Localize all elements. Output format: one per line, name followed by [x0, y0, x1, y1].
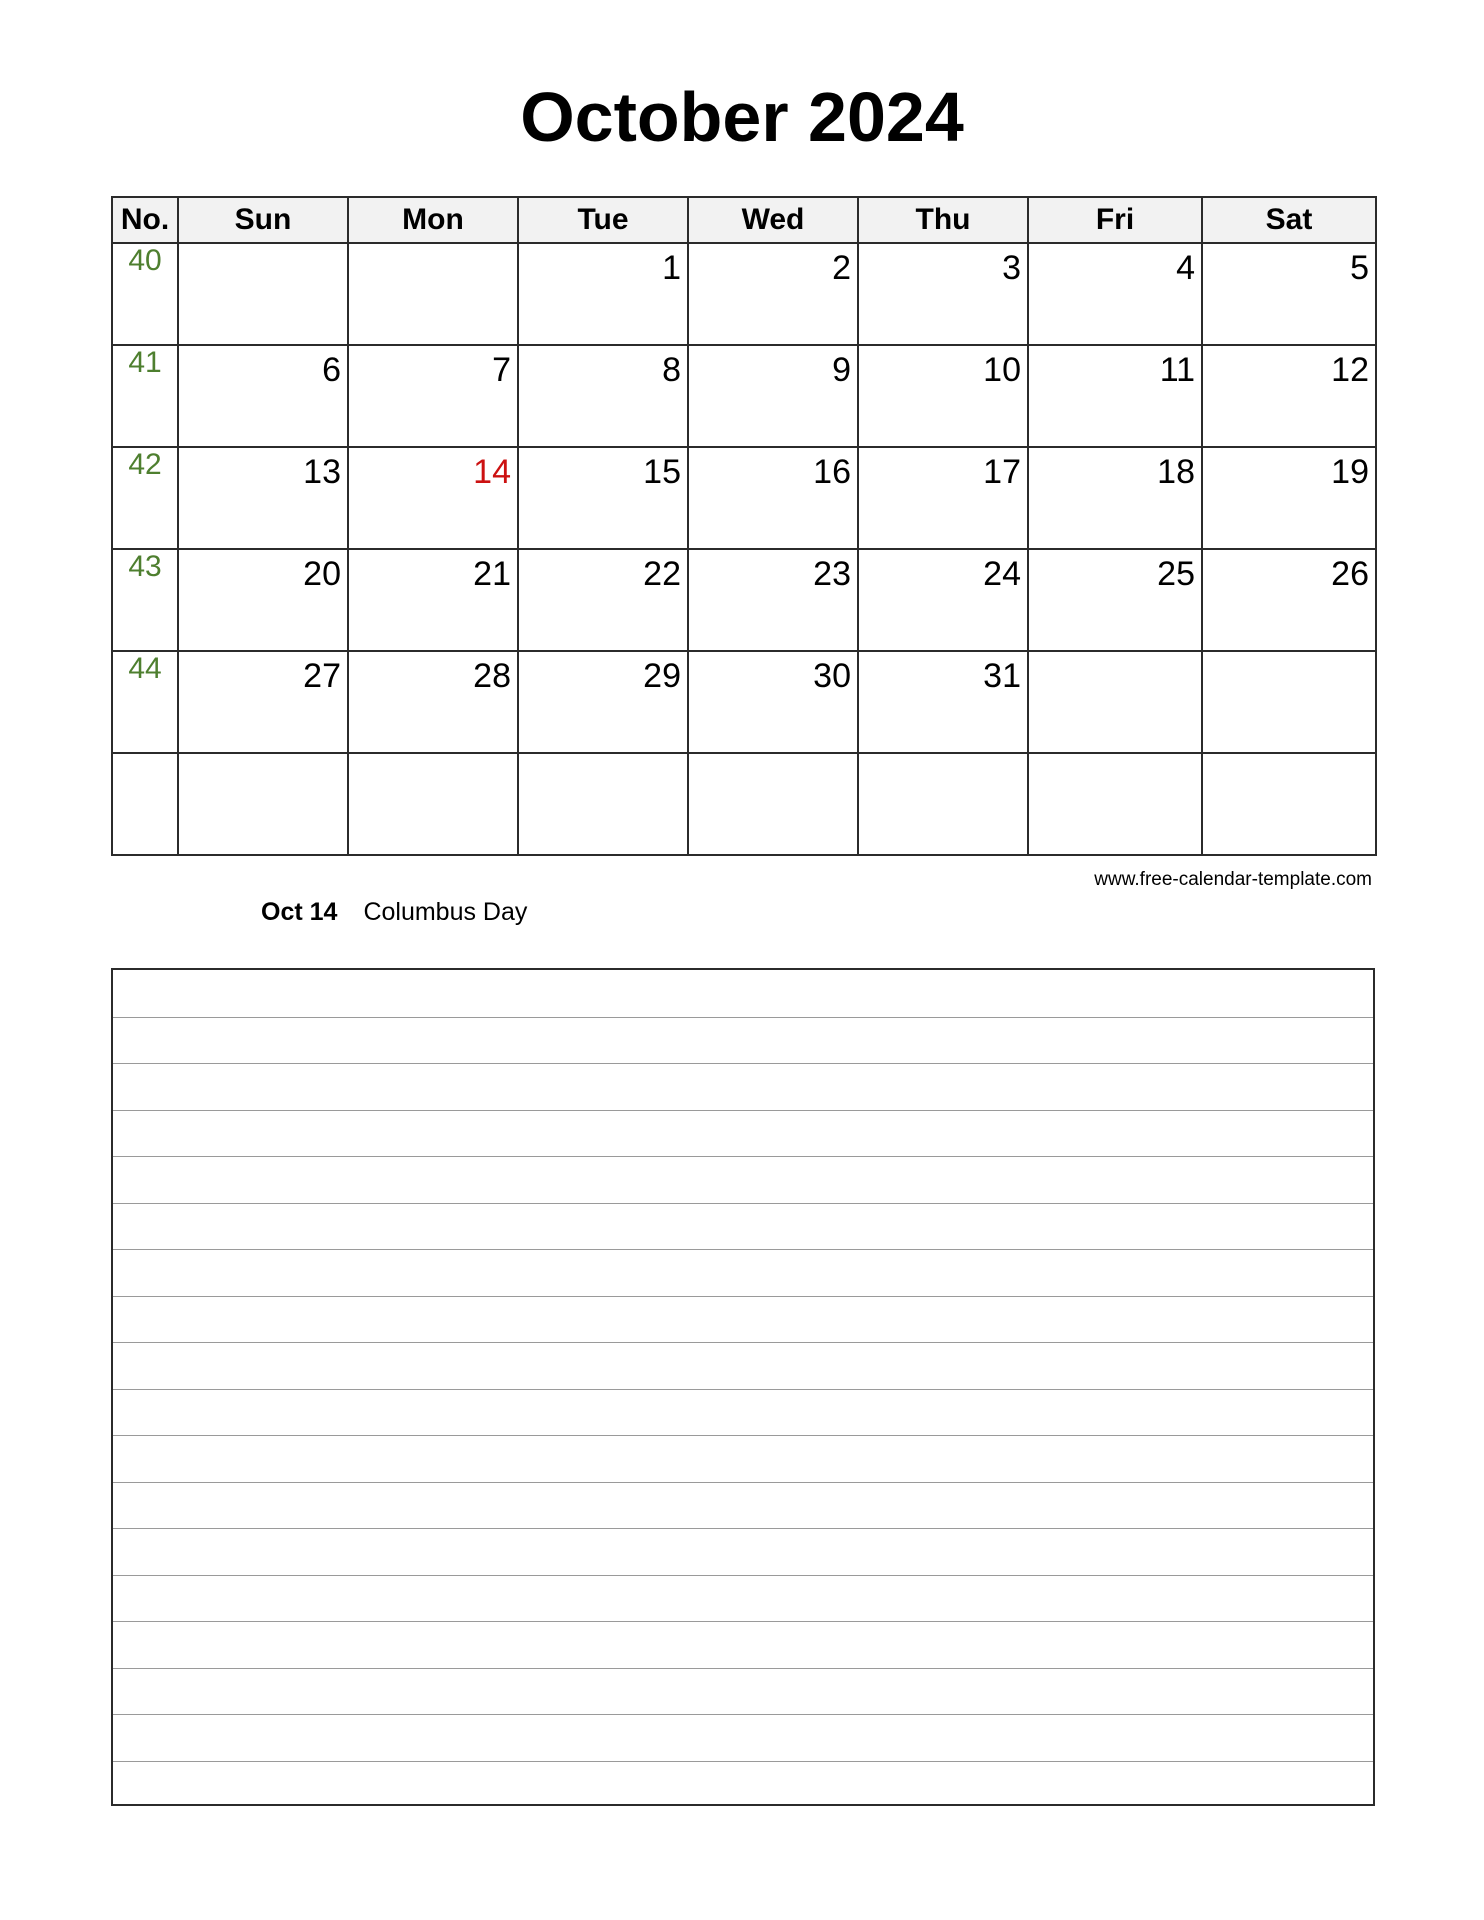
day-cell-wed[interactable] — [688, 345, 858, 447]
day-cell-sat[interactable] — [1202, 243, 1376, 345]
day-number — [519, 754, 687, 758]
day-number: 3 — [1002, 249, 1021, 287]
day-number: 17 — [983, 453, 1021, 491]
note-line — [113, 1110, 1373, 1111]
day-cell-thu[interactable] — [858, 345, 1028, 447]
note-line — [113, 1203, 1373, 1204]
day-number — [1203, 652, 1375, 656]
day-cell-thu[interactable] — [858, 549, 1028, 651]
day-number: 21 — [473, 555, 511, 593]
day-number: 4 — [1176, 249, 1195, 287]
header-wed: Wed — [688, 197, 858, 243]
day-cell-mon[interactable] — [348, 345, 518, 447]
day-cell-wed[interactable] — [688, 549, 858, 651]
day-cell-tue[interactable] — [518, 651, 688, 753]
day-number — [179, 754, 347, 758]
note-line — [113, 1435, 1373, 1436]
note-line — [113, 1761, 1373, 1762]
day-number: 7 — [492, 351, 511, 389]
header-fri: Fri — [1028, 197, 1202, 243]
day-number: 22 — [643, 555, 681, 593]
day-number: 1 — [662, 249, 681, 287]
source-url: www.free-calendar-template.com — [1094, 869, 1372, 890]
note-line — [113, 1296, 1373, 1297]
day-number: 20 — [303, 555, 341, 593]
day-number — [1029, 754, 1201, 758]
day-cell-mon[interactable] — [348, 243, 518, 345]
header-sat: Sat — [1202, 197, 1376, 243]
day-number: 27 — [303, 657, 341, 695]
day-number — [1203, 754, 1375, 758]
day-number: 23 — [813, 555, 851, 593]
day-cell-mon[interactable] — [348, 447, 518, 549]
day-cell-sat[interactable] — [1202, 753, 1376, 855]
day-number: 9 — [832, 351, 851, 389]
day-cell-sat[interactable] — [1202, 447, 1376, 549]
calendar-week-row — [112, 243, 1376, 345]
day-cell-tue[interactable] — [518, 753, 688, 855]
calendar-grid — [111, 196, 1377, 856]
week-number: 44 — [112, 651, 178, 753]
day-number: 10 — [983, 351, 1021, 389]
week-number: 41 — [112, 345, 178, 447]
day-number — [689, 754, 857, 758]
day-cell-sun[interactable] — [178, 243, 348, 345]
calendar-week-row — [112, 345, 1376, 447]
note-line — [113, 1389, 1373, 1390]
note-line — [113, 1482, 1373, 1483]
calendar-week-row — [112, 549, 1376, 651]
note-line — [113, 1342, 1373, 1343]
day-number: 16 — [813, 453, 851, 491]
day-cell-mon[interactable] — [348, 651, 518, 753]
day-cell-wed[interactable] — [688, 447, 858, 549]
day-cell-fri[interactable] — [1028, 549, 1202, 651]
day-number: 19 — [1331, 453, 1369, 491]
day-number: 11 — [1159, 351, 1195, 389]
day-cell-sat[interactable] — [1202, 549, 1376, 651]
day-number — [179, 244, 347, 248]
day-cell-tue[interactable] — [518, 549, 688, 651]
holiday-name: Columbus Day — [363, 898, 528, 926]
header-sun: Sun — [178, 197, 348, 243]
day-number — [349, 754, 517, 758]
week-number — [112, 753, 178, 855]
day-number: 28 — [473, 657, 511, 695]
day-cell-fri[interactable] — [1028, 345, 1202, 447]
week-number: 40 — [112, 243, 178, 345]
day-number — [1029, 652, 1201, 656]
day-number: 5 — [1350, 249, 1369, 287]
day-cell-wed[interactable] — [688, 243, 858, 345]
calendar-header-row — [112, 197, 1376, 243]
header-thu: Thu — [858, 197, 1028, 243]
calendar-week-row — [112, 753, 1376, 855]
day-number: 2 — [832, 249, 851, 287]
day-cell-tue[interactable] — [518, 243, 688, 345]
header-tue: Tue — [518, 197, 688, 243]
day-cell-wed[interactable] — [688, 651, 858, 753]
day-number: 31 — [983, 657, 1021, 695]
calendar-week-row — [112, 651, 1376, 753]
note-line — [113, 1668, 1373, 1669]
day-cell-fri[interactable] — [1028, 651, 1202, 753]
day-cell-mon[interactable] — [348, 549, 518, 651]
note-line — [113, 1575, 1373, 1576]
day-cell-fri[interactable] — [1028, 243, 1202, 345]
day-cell-sat[interactable] — [1202, 345, 1376, 447]
day-number — [349, 244, 517, 248]
day-cell-thu[interactable] — [858, 243, 1028, 345]
day-cell-wed[interactable] — [688, 753, 858, 855]
holiday-list — [261, 896, 527, 928]
day-cell-tue[interactable] — [518, 447, 688, 549]
day-cell-thu[interactable] — [858, 753, 1028, 855]
note-line — [113, 1621, 1373, 1622]
note-line — [113, 1249, 1373, 1250]
day-number: 14 — [473, 453, 511, 491]
day-cell-sun[interactable] — [178, 345, 348, 447]
day-cell-thu[interactable] — [858, 651, 1028, 753]
note-line — [113, 1528, 1373, 1529]
day-number: 30 — [813, 657, 851, 695]
day-cell-tue[interactable] — [518, 345, 688, 447]
header-week-number: No. — [112, 197, 178, 243]
day-cell-sat[interactable] — [1202, 651, 1376, 753]
note-line — [113, 1156, 1373, 1157]
day-number: 26 — [1331, 555, 1369, 593]
holiday-date: Oct 14 — [261, 898, 338, 926]
day-number: 25 — [1157, 555, 1195, 593]
day-cell-sun[interactable] — [178, 651, 348, 753]
notes-area[interactable] — [111, 968, 1375, 1806]
note-line — [113, 1063, 1373, 1064]
day-cell-mon[interactable] — [348, 753, 518, 855]
note-line — [113, 1017, 1373, 1018]
note-line — [113, 1714, 1373, 1715]
day-number: 6 — [322, 351, 341, 389]
day-cell-fri[interactable] — [1028, 753, 1202, 855]
day-cell-fri[interactable] — [1028, 447, 1202, 549]
day-cell-sun[interactable] — [178, 549, 348, 651]
day-number: 18 — [1157, 453, 1195, 491]
day-number: 12 — [1331, 351, 1369, 389]
day-number — [859, 754, 1027, 758]
calendar-title: October 2024 — [520, 78, 964, 156]
day-cell-sun[interactable] — [178, 447, 348, 549]
day-number: 24 — [983, 555, 1021, 593]
day-number: 13 — [303, 453, 341, 491]
calendar-week-row — [112, 447, 1376, 549]
header-mon: Mon — [348, 197, 518, 243]
day-number: 8 — [662, 351, 681, 389]
week-number: 42 — [112, 447, 178, 549]
day-number: 15 — [643, 453, 681, 491]
day-number: 29 — [643, 657, 681, 695]
day-cell-thu[interactable] — [858, 447, 1028, 549]
day-cell-sun[interactable] — [178, 753, 348, 855]
week-number: 43 — [112, 549, 178, 651]
